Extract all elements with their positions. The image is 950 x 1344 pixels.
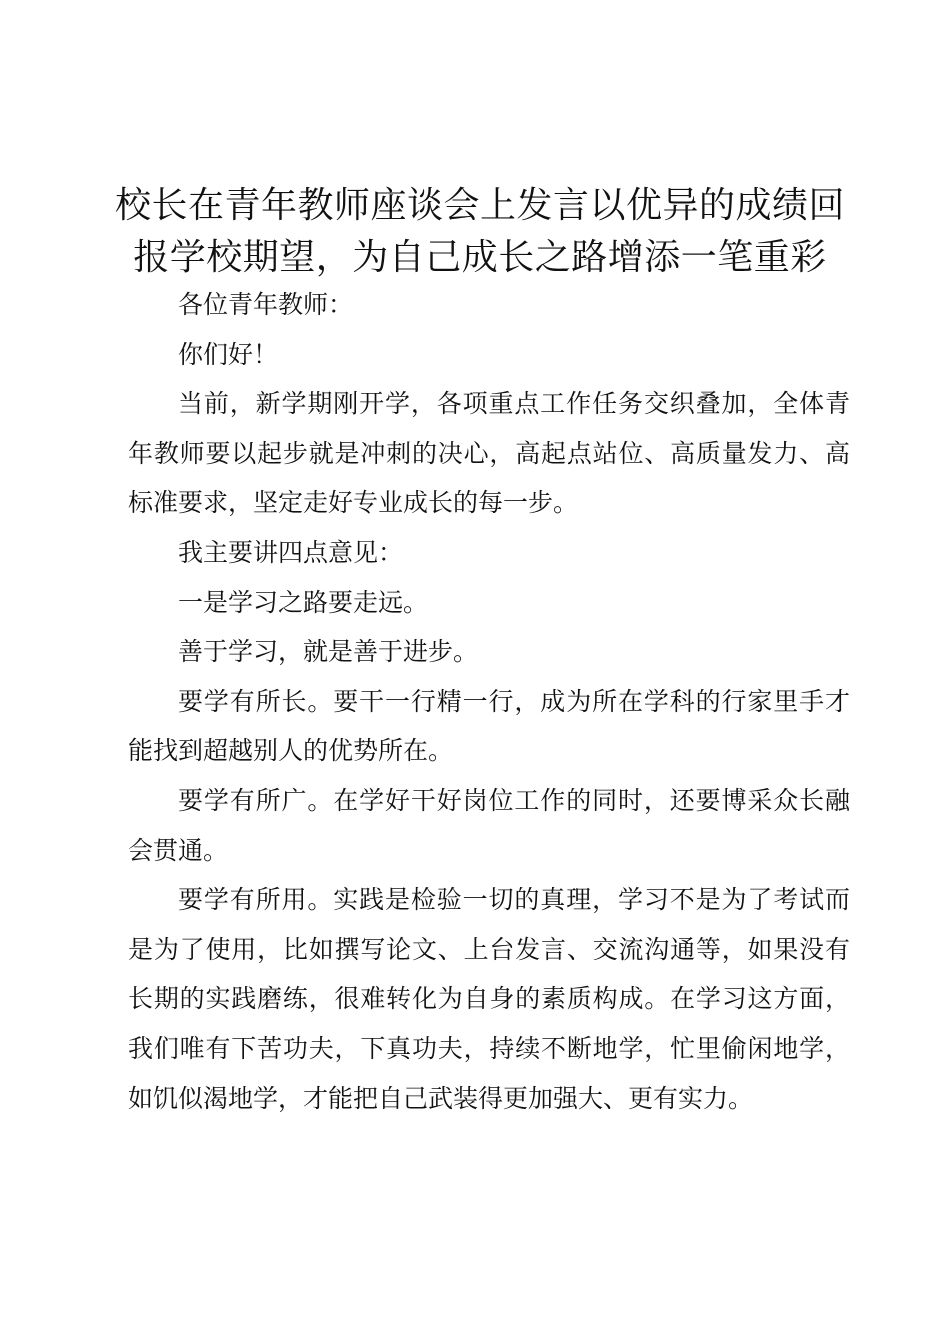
paragraph: 要学有所用。实践是检验一切的真理，学习不是为了考试而是为了使用，比如撰写论文、上台发言、交流沟通等，如果没有长期的实践磨练，很难转化为自身的素质构成。在学习这方面，我们唯有下苦功夫，下真功夫，持续不断地学，忙里偷闲地学，如饥似渴地学，才能把自己武装得更加强大、更有实力。 — [128, 885, 850, 1113]
paragraph: 要学有所广。在学好干好岗位工作的同时，还要博采众长融会贯通。 — [128, 785, 850, 865]
title-line-1: 校长在青年教师座谈会上发言以优异的成绩回 — [114, 185, 845, 226]
section-heading: 一是学习之路要走远。 — [178, 587, 429, 617]
salutation: 各位青年教师： — [178, 290, 354, 319]
document-body — [128, 280, 850, 1123]
paragraph: 当前，新学期刚开学，各项重点工作任务交织叠加，全体青年教师要以起步就是冲刺的决心，高起点站位、高质量发力、高标准要求，坚定走好专业成长的每一步。 — [128, 389, 850, 518]
paragraph: 我主要讲四点意见： — [178, 537, 404, 567]
document-title — [100, 180, 860, 284]
paragraph: 善于学习，就是善于进步。 — [178, 637, 479, 667]
greeting: 你们好！ — [178, 339, 279, 369]
paragraph: 要学有所长。要干一行精一行，成为所在学科的行家里手才能找到超越别人的优势所在。 — [128, 686, 850, 766]
title-line-2: 报学校期望，为自己成长之路增添一笔重彩 — [133, 237, 827, 278]
